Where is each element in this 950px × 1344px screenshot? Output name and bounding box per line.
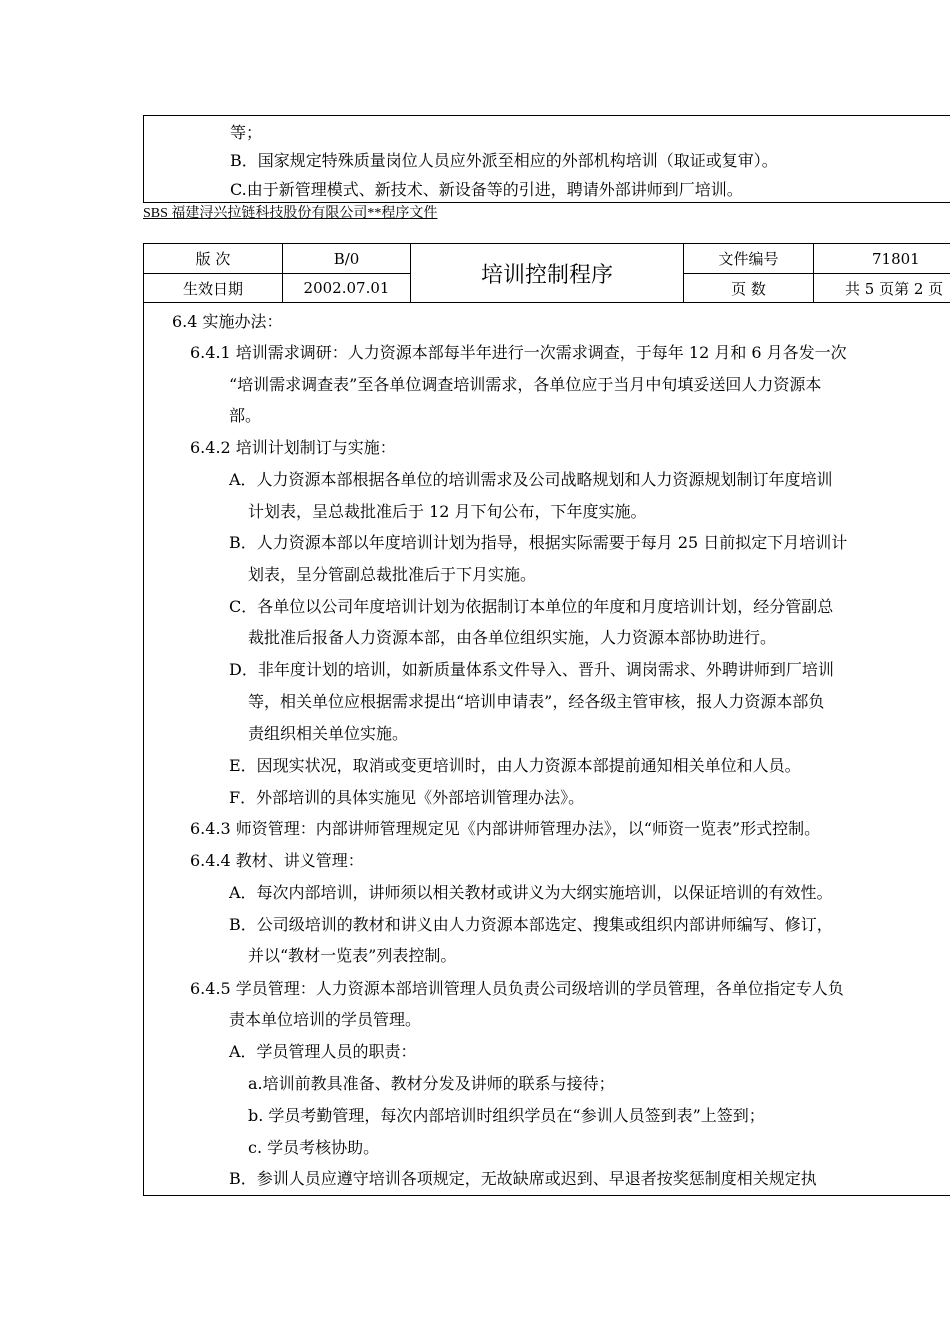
item-6-4-5-cont: 责本单位培训的学员管理。 bbox=[229, 1010, 422, 1029]
item-6-4-2-c: C．各单位以公司年度培训计划为依据制订本单位的年度和月度培训计划，经分管副总 bbox=[229, 597, 834, 616]
item-6-4-5-a-sub-c: c. 学员考核协助。 bbox=[248, 1138, 380, 1157]
item-6-4-2-b-cont: 划表，呈分管副总裁批准后于下月实施。 bbox=[248, 565, 537, 584]
document-title: 培训控制程序 bbox=[410, 243, 684, 303]
item-6-4-2-a: A．人力资源本部根据各单位的培训需求及公司战略规划和人力资源规划制订年度培训 bbox=[229, 470, 833, 489]
doc-number-label: 文件编号 bbox=[683, 243, 814, 274]
continuation-line-2: B．国家规定特殊质量岗位人员应外派至相应的外部机构培训（取证或复审）。 bbox=[230, 151, 778, 170]
item-6-4-5-a-sub-a: a.培训前教具准备、教材分发及讲师的联系与接待； bbox=[248, 1074, 615, 1093]
item-6-4-3: 6.4.3 师资管理：内部讲师管理规定见《内部讲师管理办法》，以“师资一览表”形式控制。 bbox=[190, 819, 821, 838]
version-label: 版 次 bbox=[143, 243, 283, 274]
page-count-label: 页 数 bbox=[683, 273, 814, 303]
effective-date-label: 生效日期 bbox=[143, 273, 283, 303]
company-header: SBS 福建浔兴拉链科技股份有限公司**程序文件 bbox=[143, 206, 438, 221]
item-6-4-4-a: A．每次内部培训，讲师须以相关教材或讲义为大纲实施培训，以保证培训的有效性。 bbox=[229, 883, 833, 902]
item-6-4-1-cont-1: “培训需求调查表”至各单位调查培训需求，各单位应于当月中旬填妥送回人力资源本 bbox=[229, 375, 822, 394]
effective-date-value: 2002.07.01 bbox=[282, 273, 411, 303]
continuation-line-3: C.由于新管理模式、新技术、新设备等的引进，聘请外部讲师到厂培训。 bbox=[230, 180, 743, 199]
continuation-line-1: 等； bbox=[230, 123, 263, 142]
item-6-4-2-e: E．因现实状况，取消或变更培训时，由人力资源本部提前通知相关单位和人员。 bbox=[229, 756, 801, 775]
version-value: B/0 bbox=[282, 243, 411, 274]
item-6-4-1: 6.4.1 培训需求调研：人力资源本部每半年进行一次需求调查，于每年 12 月和 6 月各发一次 bbox=[190, 343, 847, 362]
item-6-4-2-a-cont: 计划表，呈总裁批准后于 12 月下旬公布，下年度实施。 bbox=[248, 502, 647, 521]
item-6-4-4: 6.4.4 教材、讲义管理： bbox=[190, 851, 364, 870]
item-6-4-5: 6.4.5 学员管理：人力资源本部培训管理人员负责公司级培训的学员管理，各单位指定专人负 bbox=[190, 979, 844, 998]
item-6-4-2-c-cont: 裁批准后报备人力资源本部，由各单位组织实施，人力资源本部协助进行。 bbox=[248, 628, 777, 647]
item-6-4-5-a: A．学员管理人员的职责： bbox=[229, 1042, 417, 1061]
item-6-4-2: 6.4.2 培训计划制订与实施： bbox=[190, 438, 396, 457]
item-6-4-1-cont-2: 部。 bbox=[229, 406, 262, 425]
item-6-4-4-b: B．公司级培训的教材和讲义由人力资源本部选定、搜集或组织内部讲师编写、修订， bbox=[229, 915, 833, 934]
item-6-4-2-d-cont-2: 责组织相关单位实施。 bbox=[248, 724, 409, 743]
item-6-4-2-d: D．非年度计划的培训，如新质量体系文件导入、晋升、调岗需求、外聘讲师到厂培训 bbox=[229, 660, 834, 679]
item-6-4-2-d-cont-1: 等，相关单位应根据需求提出“培训申请表”，经各级主管审核，报人力资源本部负 bbox=[248, 692, 825, 711]
item-6-4-2-f: F．外部培训的具体实施见《外部培训管理办法》。 bbox=[229, 788, 585, 807]
item-6-4-2-b: B．人力资源本部以年度培训计划为指导，根据实际需要于每月 25 日前拟定下月培训计 bbox=[229, 533, 848, 552]
doc-number-value: 71801 bbox=[813, 243, 950, 274]
item-6-4-4-b-cont: 并以“教材一览表”列表控制。 bbox=[248, 946, 457, 965]
page-count-value: 共 5 页第 2 页 bbox=[813, 273, 950, 303]
item-6-4-5-a-sub-b: b. 学员考勤管理，每次内部培训时组织学员在“参训人员签到表”上签到； bbox=[248, 1106, 765, 1125]
section-6-4-heading: 6.4 实施办法： bbox=[172, 312, 283, 331]
item-6-4-5-b: B．参训人员应遵守培训各项规定，无故缺席或迟到、早退者按奖惩制度相关规定执 bbox=[229, 1169, 817, 1188]
